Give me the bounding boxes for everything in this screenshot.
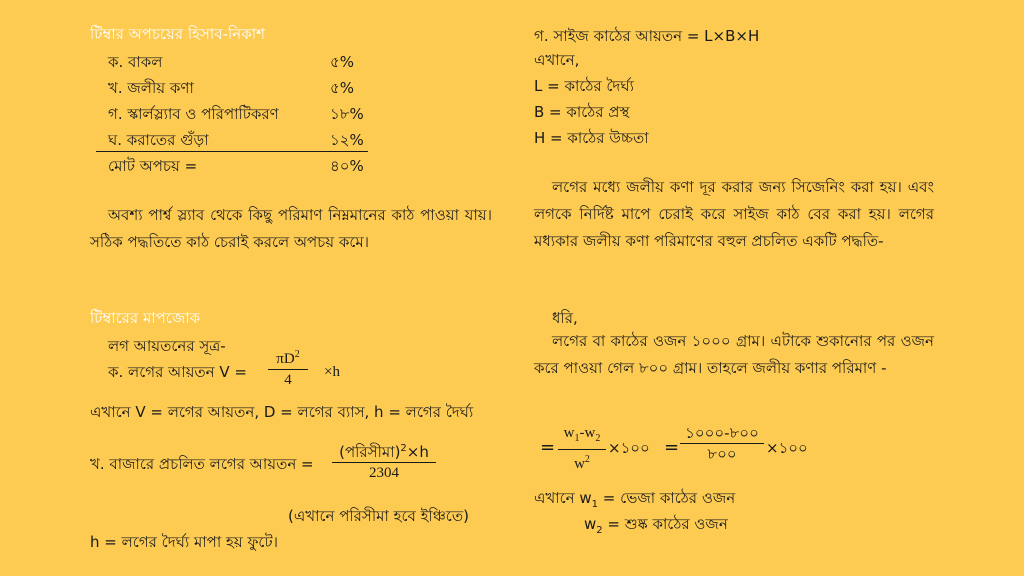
- formula-b-label: খ. বাজারে প্রচলিত লগের আয়তন =: [90, 455, 314, 473]
- calc-equals-2: =: [664, 437, 680, 458]
- calc-denominator-2: ৮০০: [707, 445, 737, 463]
- waste-item-value: ৫%: [330, 79, 354, 97]
- definition-length: L = কাঠের দৈর্ঘ্য: [534, 77, 634, 95]
- calc-numerator-2: ১০০০-৮০০: [680, 424, 764, 444]
- waste-item-value: ১৮%: [330, 105, 364, 123]
- section-heading-waste: টিম্বার অপচয়ের হিসাব-নিকাশ: [90, 25, 265, 43]
- calc-equals-1: =: [540, 437, 556, 458]
- waste-item-label: গ. স্কার্লস্ল্যাব ও পরিপাটিকরণ: [108, 105, 279, 123]
- paragraph-slab-waste: অবশ্য পার্শ্ব স্ল্যাব থেকে কিছু পরিমাণ নিম্নমানের কাঠ পাওয়া যায়। সঠিক পদ্ধতিতে কাঠ চেরাই করলে অপচয় কমে।: [90, 206, 492, 251]
- calc-fraction-1: [558, 424, 606, 473]
- formula-a-fraction: [268, 346, 308, 389]
- waste-item-value: ৫%: [330, 53, 354, 71]
- formula-a-multiplier: ×h: [324, 364, 340, 380]
- calc-fraction-2: [680, 424, 764, 463]
- calc-denominator-1: $w^2$: [574, 454, 590, 472]
- total-label: মোট অপচয় =: [108, 157, 198, 175]
- formula-b-exponent: 2: [400, 443, 407, 454]
- formula-b-denominator: 2304: [369, 465, 399, 481]
- formula-b-numerator-tail: ×h: [406, 443, 429, 461]
- where-label: এখানে,: [534, 51, 580, 69]
- total-value: ৪০%: [330, 157, 364, 175]
- calc-multiplier-1: ×১০০: [608, 439, 650, 457]
- formula-a-denominator: 4: [284, 372, 292, 388]
- note-length-feet: h = লগের দৈর্ঘ্য মাপা হয় ফুটে।: [90, 533, 278, 551]
- definition-breadth: B = কাঠের প্রস্থ: [534, 103, 630, 121]
- waste-item-label: খ. জলীয় কণা: [108, 79, 194, 97]
- section-heading-measure: টিম্বারের মাপজোক: [90, 309, 201, 327]
- waste-item-value: ১২%: [330, 131, 364, 149]
- formula-a-label: ক. লগের আয়তন V =: [108, 363, 247, 381]
- formula-intro: লগ আয়তনের সূত্র-: [108, 337, 226, 355]
- formula-b-numerator: (পরিসীমা): [339, 443, 401, 461]
- assume-label: ধরি,: [552, 309, 578, 327]
- formula-b-fraction: [332, 440, 436, 482]
- paragraph-example: লগের বা কাঠের ওজন ১০০০ গ্রাম। এটাকে শুকানোর পর ওজন করে পাওয়া গেল ৮০০ গ্রাম। তাহলে জলীয় কণার পরিমাণ -: [534, 332, 934, 377]
- total-divider: [96, 151, 368, 152]
- note-girth-inches: (এখানে পরিসীমা হবে ইঞ্চিতে): [288, 507, 469, 525]
- w1-definition: এখানে $w_1$ = ভেজা কাঠের ওজন: [534, 489, 736, 510]
- formula-a-numerator: πD: [276, 351, 295, 367]
- formula-a-exponent: 2: [294, 349, 300, 360]
- formula-a-definitions: এখানে V = লগের আয়তন, D = লগের ব্যাস, h = লগের দৈর্ঘ্য: [90, 403, 474, 421]
- definition-height: H = কাঠের উচ্চতা: [534, 129, 649, 147]
- calc-multiplier-2: ×১০০: [766, 439, 808, 457]
- calc-numerator-1: $w_1-w_2$: [558, 424, 606, 450]
- waste-item-label: ক. বাকল: [108, 53, 163, 71]
- formula-c: গ. সাইজ কাঠের আয়তন = L×B×H: [534, 27, 760, 45]
- paragraph-seasoning: লগের মধ্যে জলীয় কণা দূর করার জন্য সিজেনিং করা হয়। এবং লগকে নির্দিষ্ট মাপে চেরাই করে সাইজ কাঠ বের করা হয়। লগের মধ্যকার জলীয় কণা পরিমাণের বহুল প্রচলিত একটি পদ্ধতি-: [534, 178, 934, 250]
- waste-item-label: ঘ. করাতের গুঁড়া: [108, 131, 209, 149]
- w2-definition: $w_2$ = শুষ্ক কাঠের ওজন: [584, 515, 728, 536]
